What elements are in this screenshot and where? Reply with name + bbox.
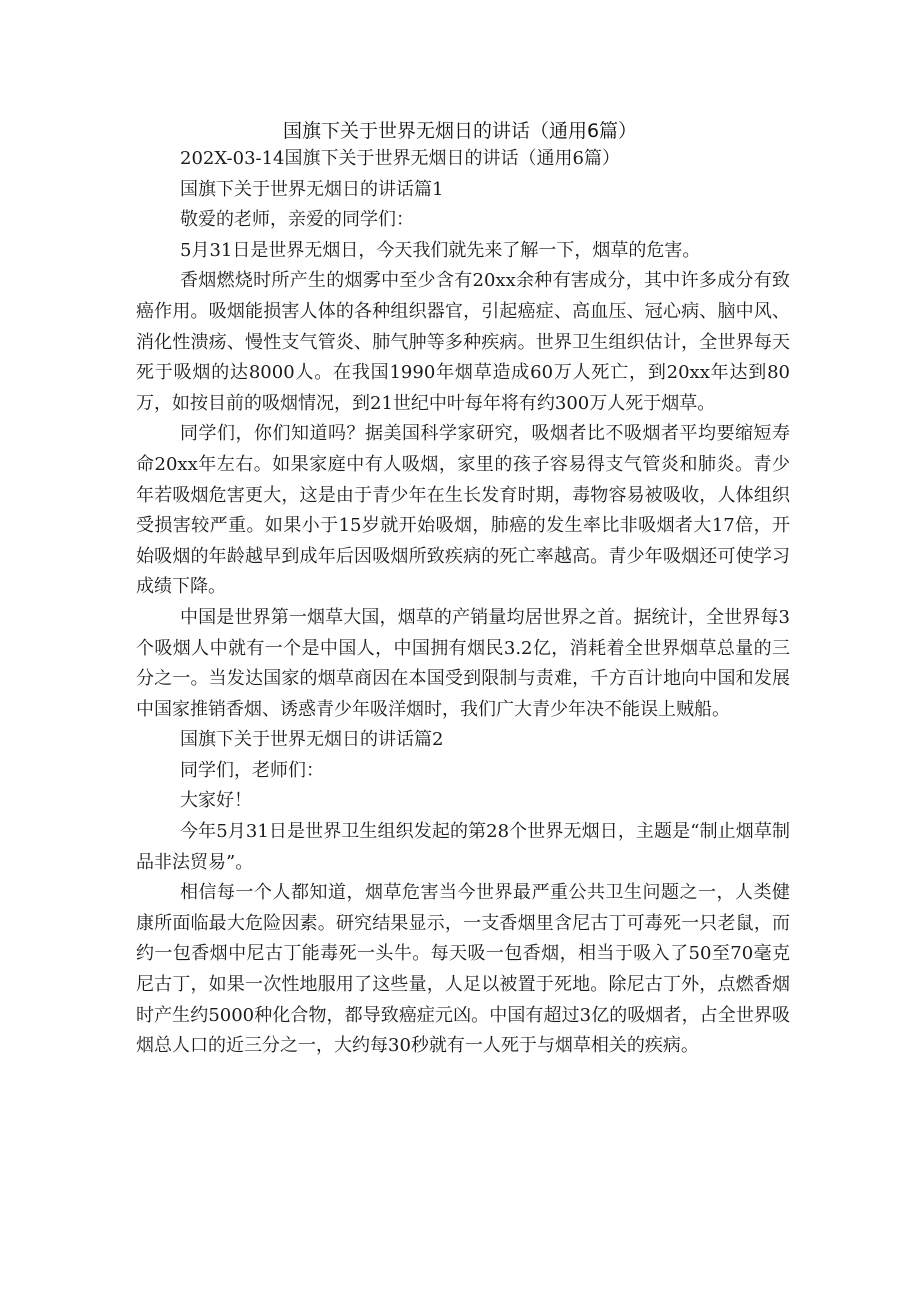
section-heading-1: 国旗下关于世界无烟日的讲话篇1 xyxy=(180,178,444,200)
document-meta-line: 202X-03-14国旗下关于世界无烟日的讲话（通用6篇） xyxy=(180,148,620,169)
salutation-2: 同学们，老师们： xyxy=(180,759,324,781)
salutation-1: 敬爱的老师，亲爱的同学们： xyxy=(180,209,414,231)
section-heading-2: 国旗下关于世界无烟日的讲话篇2 xyxy=(180,729,444,751)
paragraph: 香烟燃烧时所产生的烟雾中至少含有20xx余种有害成分，其中许多成分有致癌作用。吸烟能损害人体的各种组织器官，引起癌症、高血压、冠心病、脑中风、消化性溃疡、慢性支气管炎、肺气肿等多种疾病。世界卫生组织估计，全世界每天死于吸烟的达8000人。在我国1990年烟草造成60万人死亡，到20xx年达到80万，如按目前的吸烟情况，到21世纪中叶每年将有约300万人死于烟草。 xyxy=(136,270,790,414)
paragraph: 相信每一个人都知道，烟草危害当今世界最严重公共卫生问题之一，人类健康所面临最大危险因素。研究结果显示，一支香烟里含尼古丁可毒死一只老鼠，而约一包香烟中尼古丁能毒死一头牛。每天吸一包香烟，相当于吸入了50至70毫克尼古丁，如果一次性地服用了这些量，人足以被置于死地。除尼古丁外，点燃香烟时产生约5000种化合物，都导致癌症元凶。中国有超过3亿的吸烟者，占全世界吸烟总人口的近三分之一，大约每30秒就有一人死于与烟草相关的疾病。 xyxy=(136,882,790,1057)
document-title: 国旗下关于世界无烟日的讲话（通用6篇） xyxy=(282,120,638,142)
document-body xyxy=(136,144,790,1062)
paragraph: 今年5月31日是世界卫生组织发起的第28个世界无烟日，主题是“制止烟草制品非法贸易”。 xyxy=(136,821,790,873)
paragraph: 中国是世界第一烟草大国，烟草的产销量均居世界之首。据统计，全世界每3个吸烟人中就有一个是中国人，中国拥有烟民3.2亿，消耗着全世界烟草总量的三分之一。当发达国家的烟草商因在本国受到限制与责难，千方百计地向中国和发展中国家推销香烟、诱惑青少年吸洋烟时，我们广大青少年决不能误上贼船。 xyxy=(136,606,790,720)
paragraph: 同学们，你们知道吗？据美国科学家研究，吸烟者比不吸烟者平均要缩短寿命20xx年左右。如果家庭中有人吸烟，家里的孩子容易得支气管炎和肺炎。青少年若吸烟危害更大，这是由于青少年在生长发育时期，毒物容易被吸收，人体组织受损害较严重。如果小于15岁就开始吸烟，肺癌的发生率比非吸烟者大17倍，开始吸烟的年龄越早到成年后因吸烟所致疾病的死亡率越高。青少年吸烟还可使学习成绩下降。 xyxy=(136,423,790,598)
greeting: 大家好！ xyxy=(180,790,252,812)
paragraph: 5月31日是世界无烟日，今天我们就先来了解一下，烟草的危害。 xyxy=(180,239,701,261)
